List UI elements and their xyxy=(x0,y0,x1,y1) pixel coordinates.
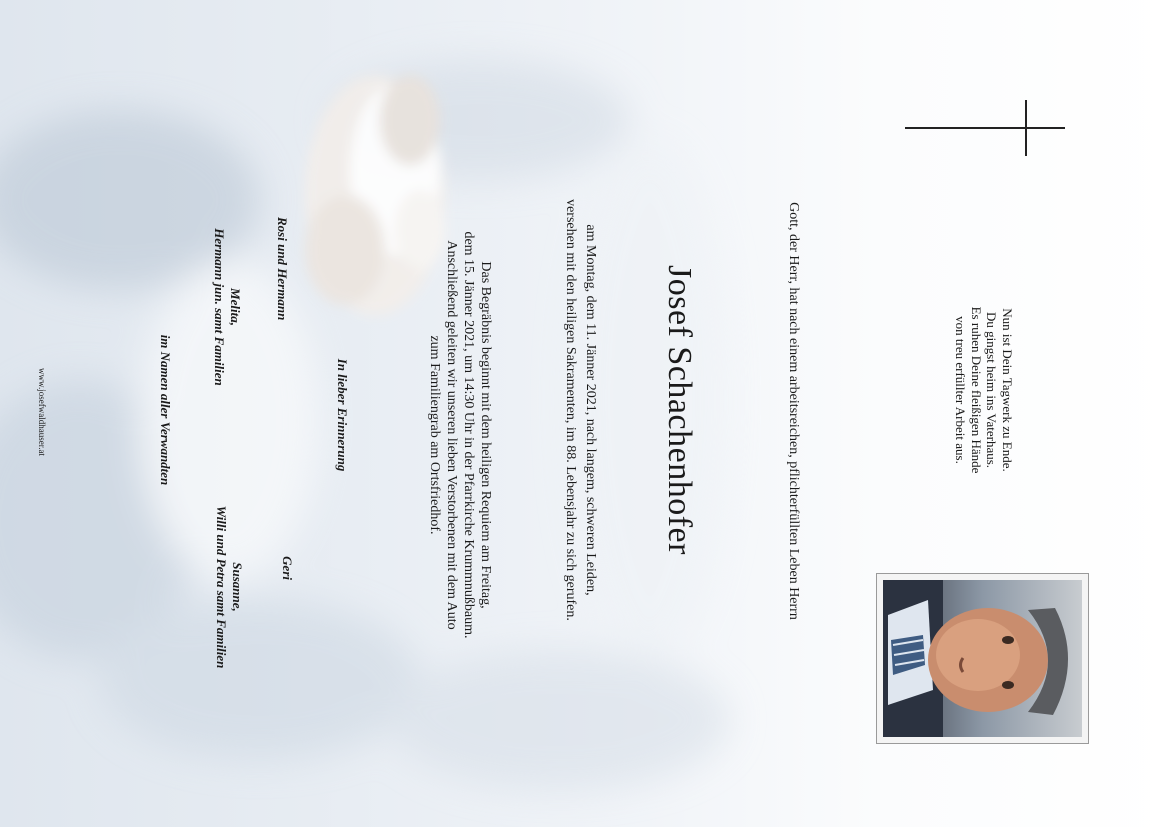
mourner-line: Melita, xyxy=(228,288,243,326)
funeral-text-line: Das Begräbnis beginnt mit dem heiligen Requiem am Freitag, xyxy=(478,261,493,609)
cross-icon-horizontal xyxy=(905,127,1065,129)
portrait-photo xyxy=(883,580,1082,737)
poem-line: Nun ist Dein Tagwerk zu Ende. xyxy=(1000,308,1015,472)
deceased-name: Josef Schachenhofer xyxy=(661,265,698,555)
mourner-line: Willi und Petra samt Familien xyxy=(214,505,229,669)
funeral-text-line: Anschließend geleiten wir unseren lieben Verstorbenen mit dem Auto xyxy=(444,240,459,630)
funeral-text-line: zum Familiengrab am Ortsfriedhof. xyxy=(427,335,442,535)
memory-heading: In lieber Erinnerung xyxy=(335,358,350,472)
mourner-geri: Geri xyxy=(280,556,295,580)
poem-line: Es ruhen Deine fleißigen Hände xyxy=(969,306,984,474)
death-text xyxy=(556,160,600,660)
mourner-melita xyxy=(209,207,243,407)
death-text-line: versehen mit den heiligen Sakramenten, im 88. Lebensjahr zu sich gerufen. xyxy=(563,199,578,621)
death-text-line: am Montag, dem 11. Jänner 2021, nach langem, schweren Leiden, xyxy=(583,224,598,596)
website-link[interactable]: www.josefwaldhauser.at xyxy=(37,368,47,456)
funeral-text xyxy=(402,225,494,645)
poem-line: von treu erfüllter Arbeit aus. xyxy=(953,316,969,464)
poem xyxy=(935,260,1015,520)
photo-frame xyxy=(876,573,1089,744)
all-relatives: im Namen aller Verwandten xyxy=(158,334,173,486)
intro-text: Gott, der Herr, hat nach einem arbeitsreichen, pflichterfüllten Leben Herrn xyxy=(786,202,801,620)
funeral-text-line: dem 15. Jänner 2021, um 14:30 Uhr in der Pfarrkirche Krummnußbaum. xyxy=(461,231,476,639)
mourner-rosi: Rosi und Hermann xyxy=(275,217,290,321)
mourner-line: Susanne, xyxy=(230,562,245,612)
poem-line: Du gingst heim ins Vaterhaus. xyxy=(984,311,1000,469)
mourner-line: Hermann jun. samt Familien xyxy=(212,228,227,386)
mourner-susanne xyxy=(211,487,245,687)
